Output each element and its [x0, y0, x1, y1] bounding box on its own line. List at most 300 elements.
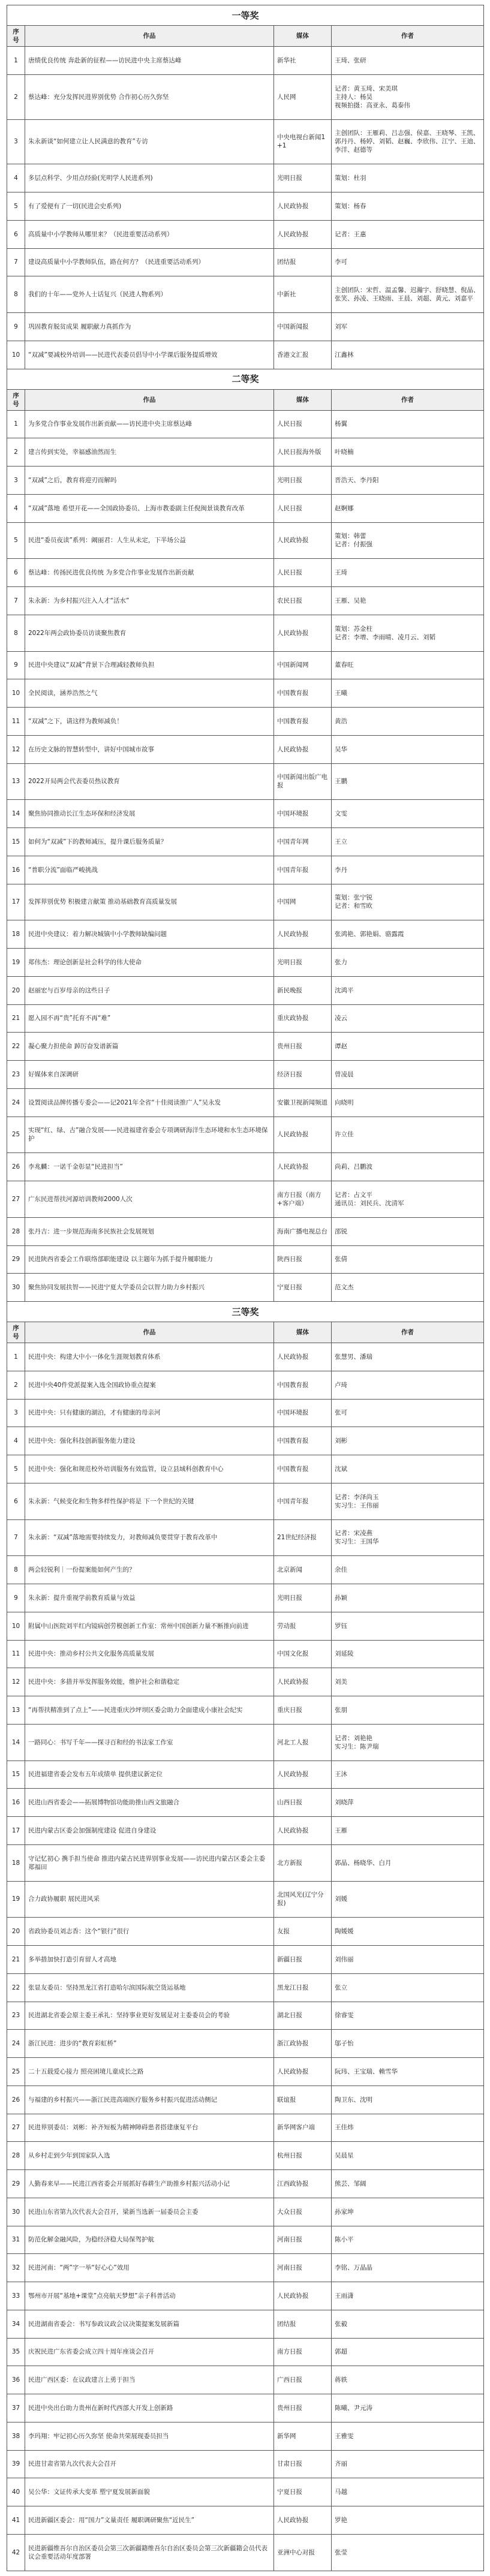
- cell-author: [332, 976, 484, 1004]
- cell-text: 王立: [335, 838, 347, 845]
- cell-text: 农民日报: [277, 597, 302, 604]
- cell-media: [274, 1881, 332, 1918]
- cell-media: [274, 74, 332, 119]
- cell-text: 光明日报: [277, 476, 302, 484]
- cell-media: [274, 2142, 332, 2170]
- cell-text: 记者：占文平 通讯员：刘民兵、沈清军: [335, 1191, 404, 1207]
- cell-no: [7, 1668, 25, 1696]
- table-row: [7, 2198, 484, 2226]
- cell-media: [274, 1696, 332, 1725]
- cell-text: 广东民进帮扶河源培训教师2000人次: [28, 1195, 133, 1203]
- cell-text: 18: [11, 931, 20, 938]
- cell-author: [332, 2506, 484, 2535]
- cell-work: [25, 1217, 274, 1245]
- table-row: [7, 2030, 484, 2058]
- cell-text: 湖北日报: [277, 2012, 302, 2020]
- cell-text: 11: [11, 717, 20, 725]
- column-header-author: 作者: [332, 26, 484, 47]
- cell-text: 光明日报: [277, 1594, 302, 1602]
- table-row: [7, 47, 484, 75]
- cell-text: 11: [11, 1650, 20, 1658]
- cell-text: 人民政协报: [277, 2068, 309, 2075]
- cell-text: 策划：张宁锐 记者：和雪欧: [335, 894, 372, 910]
- cell-text: 聚焦协同发展扶智——民进宁夏大学委员会以智力助力乡村振兴: [28, 1284, 205, 1292]
- cell-author: [332, 2142, 484, 2170]
- cell-text: 重庆政协报: [277, 1015, 309, 1022]
- cell-no: [7, 438, 25, 467]
- cell-text: 宁夏日报: [277, 1284, 302, 1292]
- cell-author: [332, 559, 484, 587]
- table-row: [7, 1399, 484, 1427]
- cell-text: 民进中央：强化科技创新服务能力建设: [28, 1437, 136, 1445]
- cell-text: 河南日报: [277, 2236, 302, 2244]
- cell-author: [332, 1668, 484, 1696]
- table-row: [7, 1455, 484, 1483]
- cell-work: [25, 2282, 274, 2310]
- cell-text: 10: [11, 1622, 20, 1630]
- cell-text: 3: [14, 138, 18, 146]
- cell-author: [332, 735, 484, 763]
- cell-text: 30: [11, 2208, 20, 2216]
- cell-no: [7, 615, 25, 651]
- cell-text: 人民政协报: [277, 2516, 309, 2524]
- table-row: [7, 1217, 484, 1245]
- cell-author: [332, 800, 484, 828]
- cell-text: 人勤春来早——民进江西省委会开展抓好春耕生产助推乡村振兴活动小记: [28, 2180, 230, 2187]
- cell-text: 人民日报: [277, 420, 302, 428]
- cell-text: 15: [11, 838, 20, 845]
- cell-no: [7, 800, 25, 828]
- cell-text: 9: [14, 1594, 18, 1602]
- cell-text: 民进中央：构建大中小一体化生涯规划教育体系: [28, 1353, 161, 1361]
- table-row: [7, 1061, 484, 1089]
- cell-text: 12: [11, 1678, 20, 1686]
- cell-author: [332, 1973, 484, 2002]
- cell-text: 27: [11, 1195, 20, 1203]
- cell-text: 黑龙江日报: [277, 1984, 309, 1991]
- cell-media: [274, 2170, 332, 2198]
- cell-text: 叶晓楠: [335, 449, 354, 456]
- cell-text: 中国青年报: [277, 866, 309, 874]
- cell-text: 民进中央：多措并举发挥服务效能，维护社会和谐稳定: [28, 1678, 179, 1686]
- cell-author: [332, 828, 484, 856]
- cell-work: [25, 220, 274, 248]
- cell-work: [25, 1584, 274, 1612]
- cell-text: 山西日报: [277, 1799, 302, 1807]
- cell-no: [7, 1844, 25, 1881]
- cell-text: 人民网: [277, 93, 296, 101]
- cell-text: 26: [11, 1163, 20, 1171]
- cell-media: [274, 559, 332, 587]
- cell-no: [7, 2394, 25, 2422]
- cell-text: 23: [11, 1070, 20, 1078]
- cell-text: 附属中山医院刘平红内镜病创劳模创新工作室：常州中国创新力量不断推向前进: [28, 1622, 249, 1630]
- table-row: [7, 1844, 484, 1881]
- cell-work: [25, 2142, 274, 2170]
- cell-author: [332, 341, 484, 369]
- cell-media: [274, 1217, 332, 1245]
- cell-text: 3: [14, 476, 18, 484]
- cell-text: 民进中央：只有健康的湖泊，才有健康的母亲河: [28, 1409, 161, 1417]
- cell-no: [7, 1061, 25, 1089]
- cell-media: [274, 2366, 332, 2394]
- cell-text: 24: [11, 1099, 20, 1106]
- cell-work: [25, 1399, 274, 1427]
- table-row: [7, 2142, 484, 2170]
- cell-no: [7, 2478, 25, 2506]
- cell-text: 大众日报: [277, 2208, 302, 2216]
- cell-text: 民进中央：推动乡村公共文化服务高质量发展: [28, 1650, 154, 1658]
- cell-text: 江西政协报: [277, 2180, 309, 2187]
- cell-text: 发挥界别优势 积极建言献策 推动基础教育高质量发展: [28, 898, 178, 906]
- table-row: [7, 1117, 484, 1153]
- cell-text: 张力: [335, 958, 347, 966]
- cell-author: [332, 2422, 484, 2450]
- cell-media: [274, 1455, 332, 1483]
- cell-text: 朱永新：“双减”落地需要持续发力，对教师减负要贯穿于教育改革中: [28, 1534, 218, 1542]
- cell-no: [7, 276, 25, 313]
- cell-text: 范文杰: [335, 1284, 354, 1292]
- table-row: [7, 1004, 484, 1033]
- cell-no: [7, 1033, 25, 1061]
- cell-media: [274, 651, 332, 679]
- cell-no: [7, 192, 25, 221]
- cell-author: [332, 651, 484, 679]
- cell-text: 民进湖北省委会原主委王承礼：坚持事业更好发展是对主委委员会的考验: [28, 2012, 230, 2020]
- cell-text: 甘肃日报: [277, 2460, 302, 2468]
- cell-media: [274, 884, 332, 920]
- cell-text: 王雅雯: [335, 2432, 354, 2440]
- cell-no: [7, 920, 25, 949]
- cell-text: 李丹: [335, 866, 347, 874]
- cell-text: 杨翼: [335, 420, 347, 428]
- cell-no: [7, 1612, 25, 1640]
- cell-author: [332, 2282, 484, 2310]
- cell-work: [25, 1061, 274, 1089]
- cell-media: [274, 1245, 332, 1274]
- cell-text: 王琦: [335, 569, 347, 577]
- cell-text: 海南广播电视总台: [277, 1227, 327, 1235]
- cell-media: [274, 708, 332, 736]
- cell-author: [332, 2366, 484, 2394]
- cell-text: 刘晓萍: [335, 1799, 354, 1807]
- table-row: [7, 494, 484, 522]
- cell-work: [25, 708, 274, 736]
- cell-media: [274, 1668, 332, 1696]
- cell-text: “双减”之下，请这样为教师减负！: [28, 717, 123, 725]
- cell-text: 建设高质量中小学教师队伍，路在何方？（民进重要活动系列）: [28, 258, 205, 266]
- cell-text: 王佳炜: [335, 2124, 354, 2132]
- table-row: [7, 1181, 484, 1218]
- cell-text: 浙江民进：进步的“教育彩虹桥”: [28, 2040, 117, 2048]
- cell-text: 重庆日报: [277, 1706, 302, 1714]
- cell-text: 37: [11, 2404, 20, 2412]
- section-title-row: [7, 369, 484, 389]
- table-row: [7, 2058, 484, 2086]
- cell-author: [332, 763, 484, 800]
- cell-text: 记者：李泽尚玉 实习生：王伟丽: [335, 1493, 379, 1509]
- cell-text: 团结报: [277, 2320, 296, 2328]
- cell-no: [7, 1696, 25, 1725]
- cell-work: [25, 1427, 274, 1455]
- cell-text: 赵丽宏与百岁母亲的这些日子: [28, 986, 110, 994]
- cell-media: [274, 467, 332, 495]
- cell-media: [274, 1061, 332, 1089]
- cell-no: [7, 1584, 25, 1612]
- cell-no: [7, 522, 25, 559]
- cell-media: [274, 1918, 332, 1946]
- cell-text: 3: [14, 1409, 18, 1417]
- cell-text: 民进中央：强化和规范校外培训服务有效监管，设立县域科创教育中心: [28, 1465, 224, 1473]
- cell-media: [274, 735, 332, 763]
- cell-text: 民进中央建议“双减”背景下合理减轻教师负担: [28, 661, 155, 669]
- cell-author: [332, 2114, 484, 2142]
- cell-text: 17: [11, 898, 20, 906]
- cell-work: [25, 1973, 274, 2002]
- table-row: [7, 976, 484, 1004]
- column-header-no: 序号: [7, 1322, 25, 1343]
- cell-text: 张鸿艳、郭艳娟、骆露霞: [335, 931, 404, 938]
- cell-text: 6: [14, 1497, 18, 1505]
- cell-text: “双减”要减校外培训——民进代表委员倡导中小学课后服务提质增效: [28, 351, 218, 359]
- cell-work: [25, 2534, 274, 2571]
- cell-work: [25, 1181, 274, 1218]
- cell-text: 41: [11, 2516, 20, 2524]
- cell-author: [332, 1844, 484, 1881]
- table-row: [7, 2366, 484, 2394]
- cell-text: 民进新疆维吾尔自治区委员会第三次新疆籍维吾尔自治区委员会第三次新疆籍会员代表议会重要活动年度部署: [28, 2544, 267, 2560]
- cell-no: [7, 587, 25, 615]
- cell-work: [25, 192, 274, 221]
- cell-media: [274, 615, 332, 651]
- cell-no: [7, 1117, 25, 1153]
- cell-text: 齐丽: [335, 2460, 347, 2468]
- cell-text: 朱永新谈“如何建立让人民满意的教育”专访: [28, 138, 148, 146]
- cell-text: 罗钰: [335, 1622, 347, 1630]
- cell-no: [7, 1640, 25, 1668]
- cell-text: 熊芸、邹阔: [335, 2180, 366, 2187]
- cell-text: 江鑫林: [335, 351, 354, 359]
- cell-media: [274, 341, 332, 369]
- cell-media: [274, 976, 332, 1004]
- cell-text: 民进湖南省委会：书写参政议政会议决策提案发展新篇: [28, 2320, 179, 2328]
- cell-text: 人民政协报: [277, 1678, 309, 1686]
- cell-text: 主创团队：王雁莉、吕志强、侯嘉、王晓琴、王凯、郭丹丹、杨婷、刘韬、赵巍、李欣伟、江宁、王迪、李洋、赵德等: [335, 130, 480, 154]
- cell-text: 张莹: [335, 2548, 347, 2556]
- cell-work: [25, 1455, 274, 1483]
- cell-media: [274, 1584, 332, 1612]
- cell-author: [332, 494, 484, 522]
- table-row: [7, 2310, 484, 2338]
- cell-no: [7, 2142, 25, 2170]
- cell-work: [25, 164, 274, 192]
- cell-author: [332, 410, 484, 438]
- cell-work: [25, 467, 274, 495]
- cell-author: [332, 192, 484, 221]
- cell-text: 如何为“双减”下的教师减压，提升课后服务质量？: [28, 838, 167, 845]
- cell-text: 团结报: [277, 258, 296, 266]
- cell-media: [274, 1946, 332, 1974]
- cell-text: 民进中央建议：着力解决城镇中小学教师缺编问题: [28, 931, 167, 938]
- cell-text: 刘媛: [335, 1895, 347, 1903]
- cell-media: [274, 2114, 332, 2142]
- cell-work: [25, 1918, 274, 1946]
- cell-text: 35: [11, 2348, 20, 2356]
- cell-text: 6: [14, 569, 18, 577]
- cell-author: [332, 2170, 484, 2198]
- cell-author: [332, 438, 484, 467]
- cell-no: [7, 1088, 25, 1117]
- cell-media: [274, 2450, 332, 2478]
- cell-no: [7, 1789, 25, 1817]
- cell-no: [7, 220, 25, 248]
- cell-no: [7, 976, 25, 1004]
- cell-text: 民进山西省委会——拓展博物馆功能助推山西文旅融合: [28, 1799, 179, 1807]
- cell-media: [274, 2478, 332, 2506]
- cell-no: [7, 1153, 25, 1181]
- cell-no: [7, 884, 25, 920]
- cell-text: 省政协委员刘志香：这个“银行”很行: [28, 1928, 130, 1936]
- cell-no: [7, 1556, 25, 1584]
- cell-work: [25, 1088, 274, 1117]
- cell-work: [25, 2226, 274, 2254]
- cell-media: [274, 220, 332, 248]
- cell-text: 建言传到实处，幸福感油然而生: [28, 449, 116, 456]
- cell-text: 曾凌晨: [335, 1070, 354, 1078]
- cell-text: 郭超: [335, 2348, 347, 2356]
- cell-text: 36: [11, 2376, 20, 2384]
- cell-text: 人民政协报: [277, 2292, 309, 2300]
- cell-text: 5: [14, 1465, 18, 1473]
- cell-text: 2: [14, 1381, 18, 1389]
- cell-text: 刘伟丽: [335, 1955, 354, 1963]
- cell-work: [25, 1668, 274, 1696]
- cell-media: [274, 2002, 332, 2030]
- cell-text: 张显友委员：坚持黑龙江省打造哈尔滨国际航空货运基地: [28, 1984, 186, 1991]
- table-row: [7, 1483, 484, 1519]
- cell-text: 北京新闻: [277, 1566, 302, 1574]
- cell-no: [7, 2226, 25, 2254]
- cell-text: 鄂州市开展“基地+课堂”点亮航天梦想”亲子科普活动: [28, 2292, 176, 2300]
- cell-no: [7, 679, 25, 708]
- cell-text: 40: [11, 2488, 20, 2496]
- cell-media: [274, 1789, 332, 1817]
- cell-work: [25, 828, 274, 856]
- column-header-work: 作品: [25, 26, 274, 47]
- cell-no: [7, 2086, 25, 2114]
- cell-text: 北方新报: [277, 1859, 302, 1867]
- cell-author: [332, 2394, 484, 2422]
- cell-work: [25, 800, 274, 828]
- table-row: [7, 651, 484, 679]
- cell-work: [25, 1640, 274, 1668]
- cell-media: [274, 2394, 332, 2422]
- table-row: [7, 856, 484, 884]
- cell-media: [274, 522, 332, 559]
- table-row: [7, 2002, 484, 2030]
- cell-text: 朱永新：提升重视学前教育质量与效益: [28, 1594, 136, 1602]
- cell-work: [25, 1789, 274, 1817]
- cell-media: [274, 1483, 332, 1519]
- cell-text: 民进河南：“两”字一举“好心心”效用: [28, 2264, 130, 2272]
- cell-text: 在历史文脉的智慧转型中，讲好中国城市故事: [28, 745, 154, 753]
- table-row: [7, 2338, 484, 2366]
- cell-text: 新华网客户端: [277, 2124, 315, 2132]
- cell-text: 有了爱便有了一切(民进会史系列): [28, 202, 122, 210]
- cell-text: 人民政协报: [277, 1353, 309, 1361]
- cell-author: [332, 220, 484, 248]
- table-row: [7, 1519, 484, 1556]
- table-row: [7, 1946, 484, 1974]
- cell-author: [332, 1640, 484, 1668]
- cell-work: [25, 2450, 274, 2478]
- table-row: [7, 2422, 484, 2450]
- cell-text: 吴华: [335, 745, 347, 753]
- cell-work: [25, 2366, 274, 2394]
- cell-text: 许立佳: [335, 1131, 354, 1139]
- column-header-row: [7, 26, 484, 47]
- cell-text: 一路同心：书写千年——探寻百和经的书法家工作室: [28, 1738, 173, 1746]
- cell-text: 尚莉、吕鹏波: [335, 1163, 372, 1171]
- table-row: [7, 2506, 484, 2535]
- cell-text: 记者：王惠: [335, 230, 366, 238]
- cell-work: [25, 1844, 274, 1881]
- cell-text: 17: [11, 1826, 20, 1834]
- cell-work: [25, 2506, 274, 2535]
- cell-media: [274, 587, 332, 615]
- cell-text: 10: [11, 351, 20, 359]
- cell-text: 人民政协报: [277, 931, 309, 938]
- cell-text: 劳动报: [277, 1622, 296, 1630]
- table-row: [7, 220, 484, 248]
- cell-text: 人民政协报: [277, 1771, 309, 1778]
- cell-no: [7, 2170, 25, 2198]
- cell-text: 5: [14, 537, 18, 544]
- cell-author: [332, 2338, 484, 2366]
- cell-no: [7, 763, 25, 800]
- cell-text: 中国教育报: [277, 1381, 309, 1389]
- table-row: [7, 615, 484, 651]
- cell-no: [7, 1455, 25, 1483]
- cell-media: [274, 438, 332, 467]
- cell-text: 民进“委员夜读”系列：阚丽君：人生从未定，下半场公益: [28, 537, 186, 544]
- cell-text: 余佳: [335, 1566, 347, 1574]
- cell-media: [274, 248, 332, 276]
- cell-text: 巩固教育脱贫成果 履职献力真抓作为: [28, 323, 131, 330]
- cell-text: 39: [11, 2460, 20, 2468]
- cell-work: [25, 2198, 274, 2226]
- cell-media: [274, 1004, 332, 1033]
- cell-text: 1: [14, 1353, 18, 1361]
- cell-author: [332, 1153, 484, 1181]
- column-header-media: 媒体: [274, 389, 332, 410]
- cell-no: [7, 1881, 25, 1918]
- cell-text: 安徽卫视新闻频道: [277, 1099, 327, 1106]
- cell-text: 蔡达峰：充分发挥民进界别优势 合作初心历久弥坚: [28, 93, 169, 101]
- cell-author: [332, 1918, 484, 1946]
- cell-author: [332, 856, 484, 884]
- table-row: [7, 679, 484, 708]
- cell-text: 高质量中小学教师从哪里来？（民进重要活动系列）: [28, 230, 173, 238]
- cell-media: [274, 2506, 332, 2535]
- cell-work: [25, 976, 274, 1004]
- cell-text: 谭赵: [335, 1043, 347, 1051]
- cell-no: [7, 2114, 25, 2142]
- cell-author: [332, 467, 484, 495]
- cell-text: 好媒体来自深调研: [28, 1070, 79, 1078]
- cell-text: 策划：杨春: [335, 202, 366, 210]
- cell-text: 沈鸿平: [335, 986, 354, 994]
